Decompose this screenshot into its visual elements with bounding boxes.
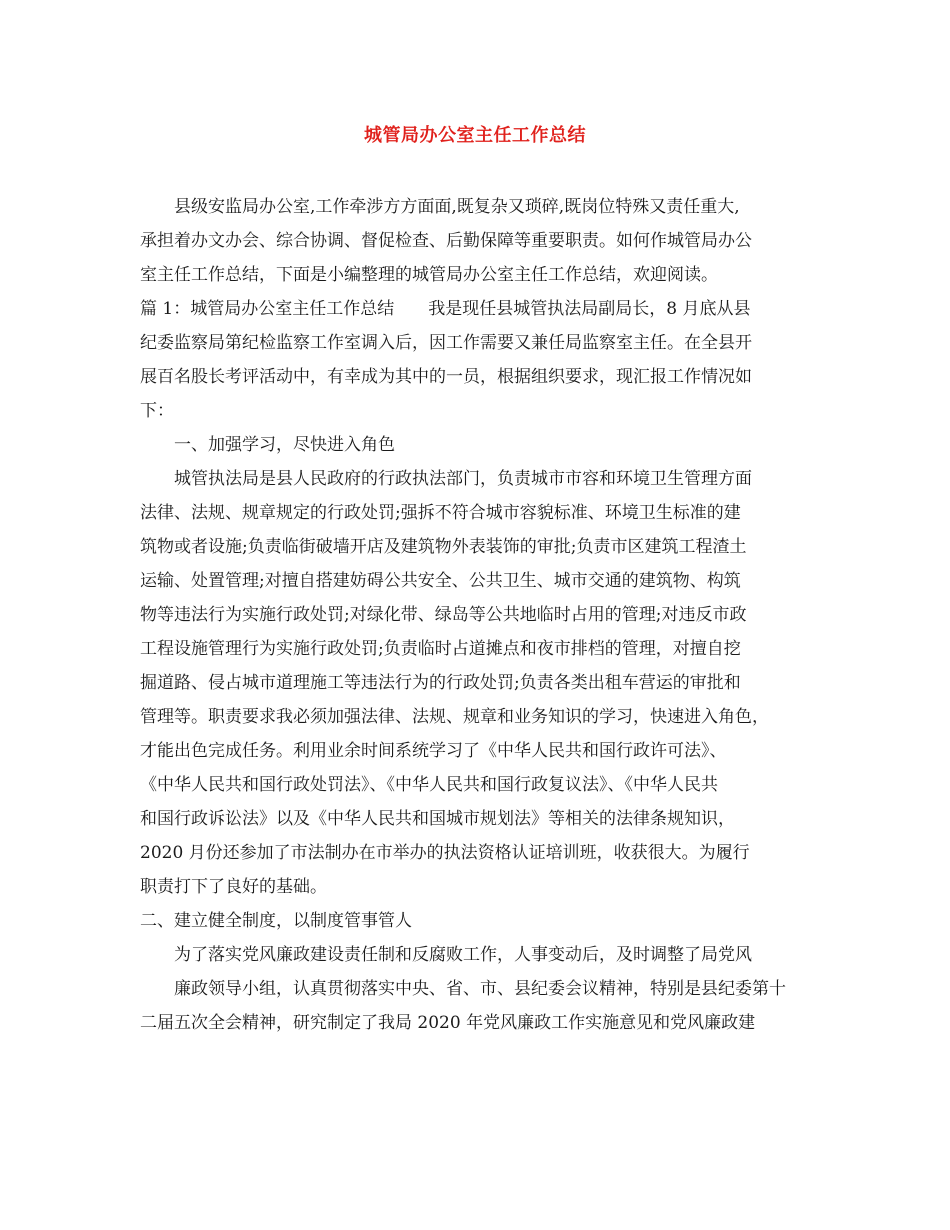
paragraph-line: 室主任工作总结，下面是小编整理的城管局办公室主任工作总结，欢迎阅读。	[140, 265, 718, 285]
paragraph-line: 和国行政诉讼法》以及《中华人民共和国城市规划法》等相关的法律条规知识，	[140, 809, 735, 829]
paragraph-line: 2020 月份还参加了市法制办在市举办的执法资格认证培训班，收获很大。为履行	[140, 843, 750, 863]
paragraph-line: 展百名股长考评活动中，有幸成为其中的一员，根据组织要求，现汇报工作情况如	[140, 367, 752, 387]
paragraph-line: 运输、处置管理;对擅自搭建妨碍公共安全、公共卫生、城市交通的建筑物、构筑	[140, 571, 741, 591]
paragraph-line: 物等违法行为实施行政处罚;对绿化带、绿岛等公共地临时占用的管理;对违反市政	[140, 605, 747, 625]
paragraph-line: 篇 1：城管局办公室主任工作总结 我是现任县城管执法局副局长，8 月底从县	[140, 299, 751, 319]
paragraph-line: 《中华人民共和国行政处罚法》、《中华人民共和国行政复议法》、《中华人民共	[140, 775, 718, 795]
paragraph-line: 筑物或者设施;负责临街破墙开店及建筑物外表装饰的审批;负责市区建筑工程渣土	[140, 537, 747, 557]
paragraph-line: 掘道路、侵占城市道理施工等违法行为的行政处罚;负责各类出租车营运的审批和	[140, 673, 741, 693]
paragraph-line: 二、建立健全制度，以制度管事管人	[140, 911, 412, 931]
paragraph-line: 县级安监局办公室,工作牵涉方方面面,既复杂又琐碎,既岗位特殊又责任重大,	[174, 197, 740, 217]
paragraph-line: 纪委监察局第纪检监察工作室调入后，因工作需要又兼任局监察室主任。在全县开	[140, 333, 752, 353]
paragraph-line: 职责打下了良好的基础。	[140, 877, 327, 897]
paragraph-line: 管理等。职责要求我必须加强法律、法规、规章和业务知识的学习，快速进入角色，	[140, 707, 769, 727]
paragraph-line: 二届五次全会精神，研究制定了我局 2020 年党风廉政工作实施意见和党风廉政建	[140, 1013, 756, 1033]
paragraph-line: 城管执法局是县人民政府的行政执法部门，负责城市市容和环境卫生管理方面	[174, 469, 752, 489]
paragraph-line: 下：	[140, 401, 174, 421]
paragraph-line: 廉政领导小组，认真贯彻落实中央、省、市、县纪委会议精神，特别是县纪委第十	[174, 979, 786, 999]
section-heading: 一、加强学习，尽快进入角色	[174, 435, 395, 455]
paragraph-line: 工程设施管理行为实施行政处罚;负责临时占道摊点和夜市排档的管理，对擅自挖	[140, 639, 741, 659]
paragraph-line: 承担着办文办会、综合协调、督促检查、后勤保障等重要职责。如何作城管局办公	[140, 231, 752, 251]
paragraph-line: 才能出色完成任务。利用业余时间系统学习了《中华人民共和国行政许可法》、	[140, 741, 727, 761]
document-title: 城管局办公室主任工作总结	[364, 125, 586, 146]
section-heading: 为了落实党风廉政建设责任制和反腐败工作，人事变动后，及时调整了局党风	[174, 945, 752, 965]
paragraph-line: 法律、法规、规章规定的行政处罚;强拆不符合城市容貌标准、环境卫生标准的建	[140, 503, 741, 523]
